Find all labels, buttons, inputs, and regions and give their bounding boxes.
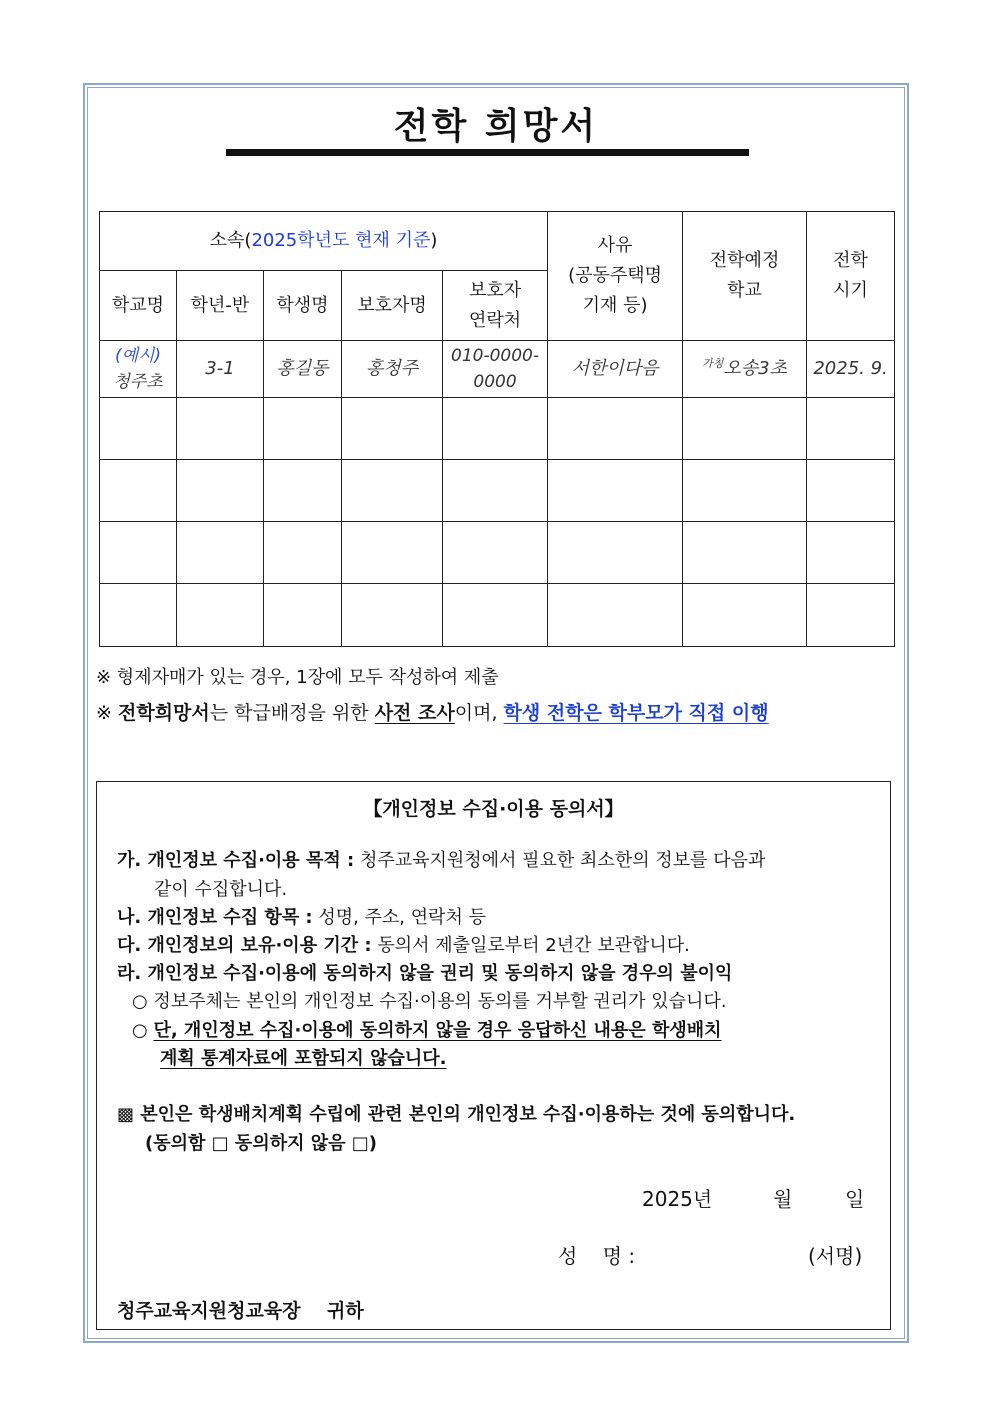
col-grade-class: 학년-반	[177, 271, 264, 341]
entry-cell[interactable]	[177, 398, 264, 460]
entry-cell[interactable]	[100, 584, 177, 647]
date-day: 일	[845, 1187, 865, 1211]
entry-cell[interactable]	[548, 522, 683, 584]
purpose-line: 가. 개인정보 수집·이용 목적 : 청주교육지원청에서 필요한 최소한의 정보를 다음과	[117, 850, 766, 871]
entry-cell[interactable]	[807, 584, 895, 647]
col-contact: 보호자 연락처	[443, 271, 548, 341]
entry-cell[interactable]	[342, 584, 443, 647]
sibling-note: ※ 형제자매가 있는 경우, 1장에 모두 작성하여 제출	[96, 667, 499, 688]
entry-row	[100, 398, 895, 460]
date-month: 월	[773, 1187, 793, 1211]
header-affiliation: 소속(2025학년도 현재 기준)	[100, 212, 548, 271]
direct-transfer-note: 학생 전학은 학부모가 직접 이행	[503, 702, 769, 724]
refuse-bullet-2: ○ 단, 개인정보 수집·이용에 동의하지 않을 경우 응답하신 내용은 학생배치	[132, 1020, 722, 1041]
example-school: (예시) 청주초	[100, 341, 177, 398]
name-label: 성 명 :	[558, 1244, 636, 1268]
entry-cell[interactable]	[264, 522, 342, 584]
entry-cell[interactable]	[548, 584, 683, 647]
agree-statement: ▩ 본인은 학생배치계획 수립에 관련 본인의 개인정보 수집·이용하는 것에 동의합니다.	[117, 1104, 796, 1125]
entry-cell[interactable]	[342, 398, 443, 460]
entry-cell[interactable]	[100, 522, 177, 584]
addressee: 청주교육지원청교육장 귀하	[117, 1300, 364, 1322]
example-reason: 서한이다음	[548, 341, 683, 398]
entry-cell[interactable]	[177, 460, 264, 522]
entry-cell[interactable]	[177, 522, 264, 584]
entry-cell[interactable]	[100, 460, 177, 522]
signature-field[interactable]: (서명)	[808, 1244, 863, 1268]
header-reason: 사유 (공동주택명 기재 등)	[548, 212, 683, 341]
example-contact: 010-0000- 0000	[443, 341, 548, 398]
survey-note: ※ 전학희망서는 학급배정을 위한 사전 조사이며, 학생 전학은 학부모가 직접 이행	[96, 702, 769, 724]
entry-row	[100, 522, 895, 584]
entry-cell[interactable]	[264, 584, 342, 647]
entry-cell[interactable]	[177, 584, 264, 647]
page-title: 전학 희망서	[393, 106, 599, 147]
entry-cell[interactable]	[443, 398, 548, 460]
entry-cell[interactable]	[683, 460, 807, 522]
items-line: 나. 개인정보 수집 항목 : 성명, 주소, 연락처 등	[117, 907, 487, 928]
date-year: 2025년	[642, 1187, 713, 1211]
col-student: 학생명	[264, 271, 342, 341]
entry-cell[interactable]	[342, 460, 443, 522]
entry-cell[interactable]	[683, 584, 807, 647]
refuse-bullet-1: ○ 정보주체는 본인의 개인정보 수집·이용의 동의를 거부할 권리가 있습니다.	[132, 991, 727, 1012]
entry-row	[100, 460, 895, 522]
header-planned-school: 전학예정 학교	[683, 212, 807, 341]
col-guardian: 보호자명	[342, 271, 443, 341]
entry-row	[100, 584, 895, 647]
entry-cell[interactable]	[100, 398, 177, 460]
entry-cell[interactable]	[264, 398, 342, 460]
example-guardian: 홍청주	[342, 341, 443, 398]
transfer-table	[99, 211, 895, 647]
entry-cell[interactable]	[807, 460, 895, 522]
entry-cell[interactable]	[683, 398, 807, 460]
entry-cell[interactable]	[443, 522, 548, 584]
example-planned-school: $^{가칭}$오송3초	[683, 341, 807, 398]
header-affiliation-basis: 2025학년도 현재 기준	[251, 230, 431, 251]
example-time: 2025. 9.	[807, 341, 895, 398]
entry-cell[interactable]	[443, 460, 548, 522]
purpose-line-2: 같이 수집합니다.	[154, 879, 288, 900]
entry-cell[interactable]	[548, 398, 683, 460]
right-to-refuse-line: 라. 개인정보 수집·이용에 동의하지 않을 권리 및 동의하지 않을 경우의 불이익	[117, 963, 733, 984]
entry-cell[interactable]	[807, 522, 895, 584]
period-line: 다. 개인정보의 보유·이용 기간 : 동의서 제출일로부터 2년간 보관합니다.	[117, 935, 690, 956]
entry-cell[interactable]	[342, 522, 443, 584]
agree-options[interactable]: (동의함 □ 동의하지 않음 □)	[145, 1133, 378, 1154]
col-school: 학교명	[100, 271, 177, 341]
example-grade-class: 3-1	[177, 341, 264, 398]
consent-title: 【개인정보 수집·이용 동의서】	[363, 798, 624, 820]
example-row	[100, 341, 895, 398]
title-underline	[226, 149, 749, 156]
refuse-bullet-2-cont: 계획 통계자료에 포함되지 않습니다.	[160, 1048, 447, 1069]
header-transfer-time: 전학 시기	[807, 212, 895, 341]
entry-cell[interactable]	[264, 460, 342, 522]
entry-cell[interactable]	[548, 460, 683, 522]
entry-cell[interactable]	[683, 522, 807, 584]
example-student: 홍길동	[264, 341, 342, 398]
entry-cell[interactable]	[443, 584, 548, 647]
entry-cell[interactable]	[807, 398, 895, 460]
